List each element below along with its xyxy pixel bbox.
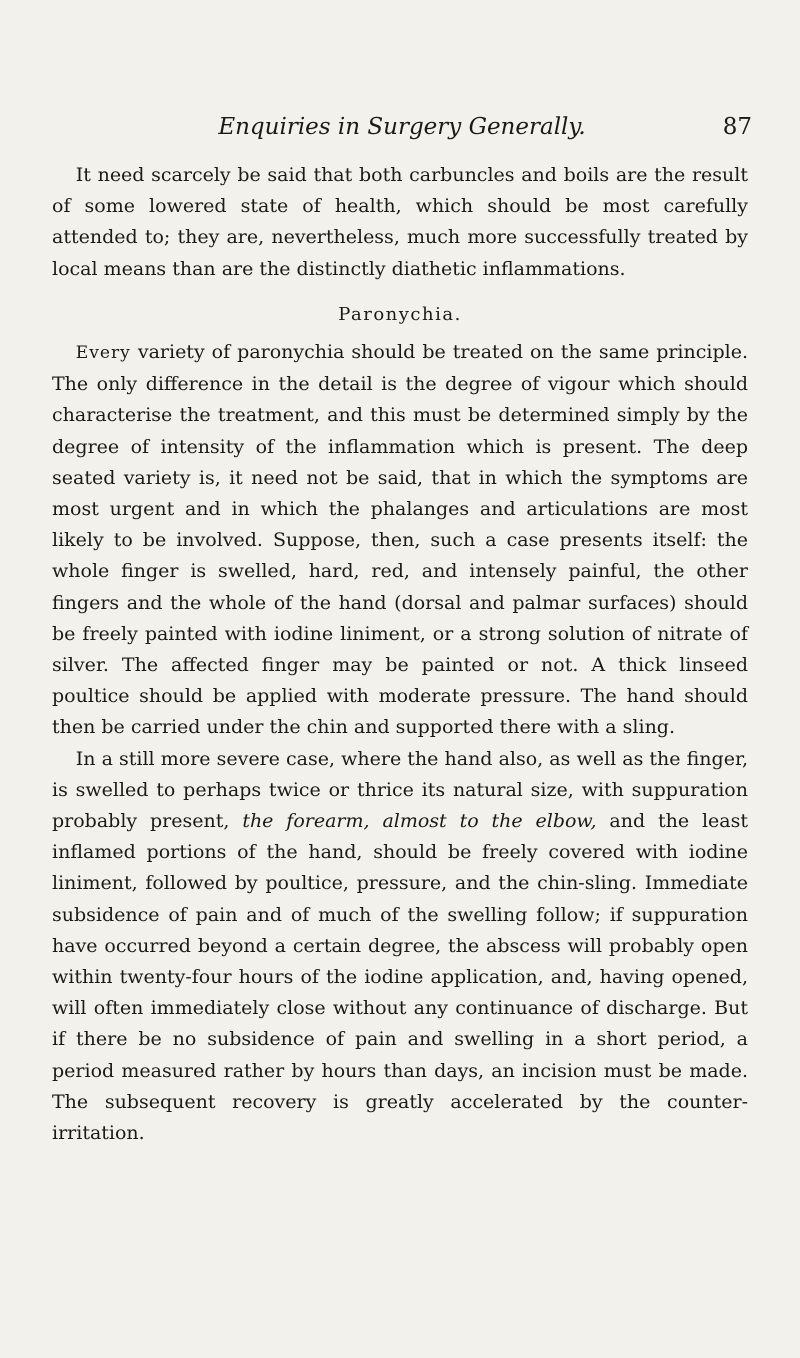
running-title: Enquiries in Surgery Generally.: [218, 114, 586, 140]
paragraph-severe-case: [52, 744, 748, 1150]
running-head: [52, 110, 752, 144]
paragraph-carbuncles: It need scarcely be said that both carbuncles and boils are the result of some lowered state of health, which should be most carefully attended to; they are, nevertheless, much more successfully treated by local means than are the distinctly diathetic inflammations.: [52, 164, 748, 280]
paragraph-paronychia-principle: [52, 337, 748, 744]
paragraph-text: variety of paronychia should be treated on the same principle. The only difference in the detail is the degree of vigour which should characterise the treatment, and this must be determined simply by the degree of intensity of the inflammation which is present. The deep seated variety is, it need not be said, that in which the symptoms are most urgent and in which the phalanges and articulations are most likely to be involved. Suppose, then, such a case presents itself: the whole finger is swelled, hard, red, and intensely painful, the other fingers and the whole of the hand (dorsal and palmar surfaces) should be freely painted with iodine liniment, or a strong solution of nitrate of silver. The affected finger may be painted or not. A thick linseed poultice should be applied with moderate pressure. The hand should then be carried under the chin and supported there with a sling.: [52, 341, 748, 739]
section-heading-paronychia: Paronychia.: [338, 303, 462, 325]
emphasized-text: the forearm, almost to the elbow,: [242, 810, 597, 833]
paragraph-text: and the least inflamed portions of the hand, should be freely covered with iodine liniment, followed by poultice, pressure, and the chin-sling. Immediate subsidence of pain and of much of the swelling follow; if suppuration have occurred beyond a certain degree, the abscess will probably open within twenty-four hours of the iodine application, and, having opened, will often immediately close without any continuance of discharge. But if there be no subsidence of pain and swelling in a short period, a period measured rather by hours than days, an incision must be made. The subsequent recovery is greatly accelerated by the counter-irritation.: [52, 810, 749, 1145]
body-text: [52, 160, 748, 1149]
page-number: 87: [722, 114, 752, 140]
paragraph-text: In a still more severe case, where the hand also, as well as the finger, is swelled to perhaps twice or thrice its natural size, with suppuration probably present,: [52, 747, 748, 833]
lead-word: Every: [75, 343, 131, 364]
